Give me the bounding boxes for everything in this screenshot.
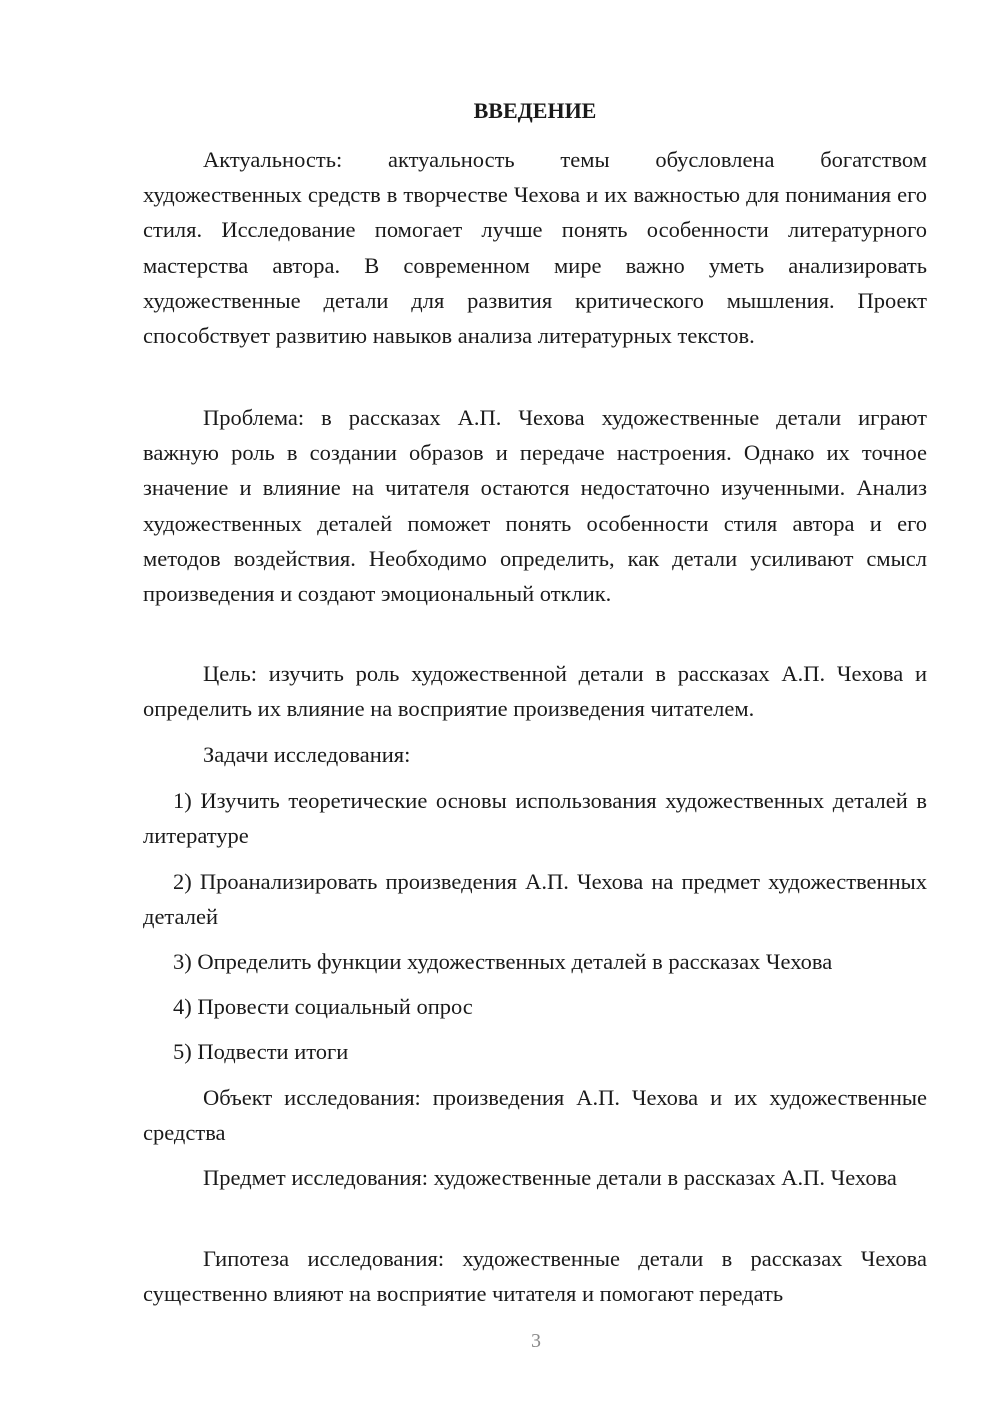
hypothesis-paragraph: Гипотеза исследования: художественные детали в рассказах Чехова существенно влияют на восприятие читателя и помогают передать (143, 1246, 927, 1307)
subject-paragraph: Предмет исследования: художественные детали в рассказах А.П. Чехова (203, 1165, 897, 1190)
task-item-1: 1) Изучить теоретические основы использования художественных деталей в литературе (143, 788, 927, 849)
page-number: 3 (531, 1330, 541, 1352)
section-heading: ВВЕДЕНИЕ (473, 98, 597, 123)
task-item-2: 2) Проанализировать произведения А.П. Чехова на предмет художественных деталей (143, 869, 927, 930)
problem-paragraph: Проблема: в рассказах А.П. Чехова художественные детали играют важную роль в создании образов и передаче настроения. Однако их точное значение и влияние на читателя остаются недостаточно изученными. Анализ художественных деталей поможет понять особенности стиля автора и его методов воздействия. Необходимо определить, как детали усиливают смысл произведения и создают эмоциональный отклик. (143, 405, 927, 607)
task-item-4: 4) Провести социальный опрос (173, 994, 473, 1019)
task-item-5: 5) Подвести итоги (173, 1039, 349, 1064)
task-item-3: 3) Определить функции художественных деталей в рассказах Чехова (173, 949, 833, 974)
tasks-heading: Задачи исследования: (203, 742, 411, 767)
object-paragraph: Объект исследования: произведения А.П. Чехова и их художественные средства (143, 1085, 927, 1146)
goal-paragraph: Цель: изучить роль художественной детали в рассказах А.П. Чехова и определить их влияние на восприятие произведения читателем. (143, 661, 927, 722)
relevance-paragraph: Актуальность: актуальность темы обусловлена богатством художественных средств в творчестве Чехова и их важностью для понимания его стиля. Исследование помогает лучше понять особенности литературного мастерства автора. В современном мире важно уметь анализировать художественные детали для развития критического мышления. Проект способствует развитию навыков анализа литературных текстов. (143, 147, 927, 349)
